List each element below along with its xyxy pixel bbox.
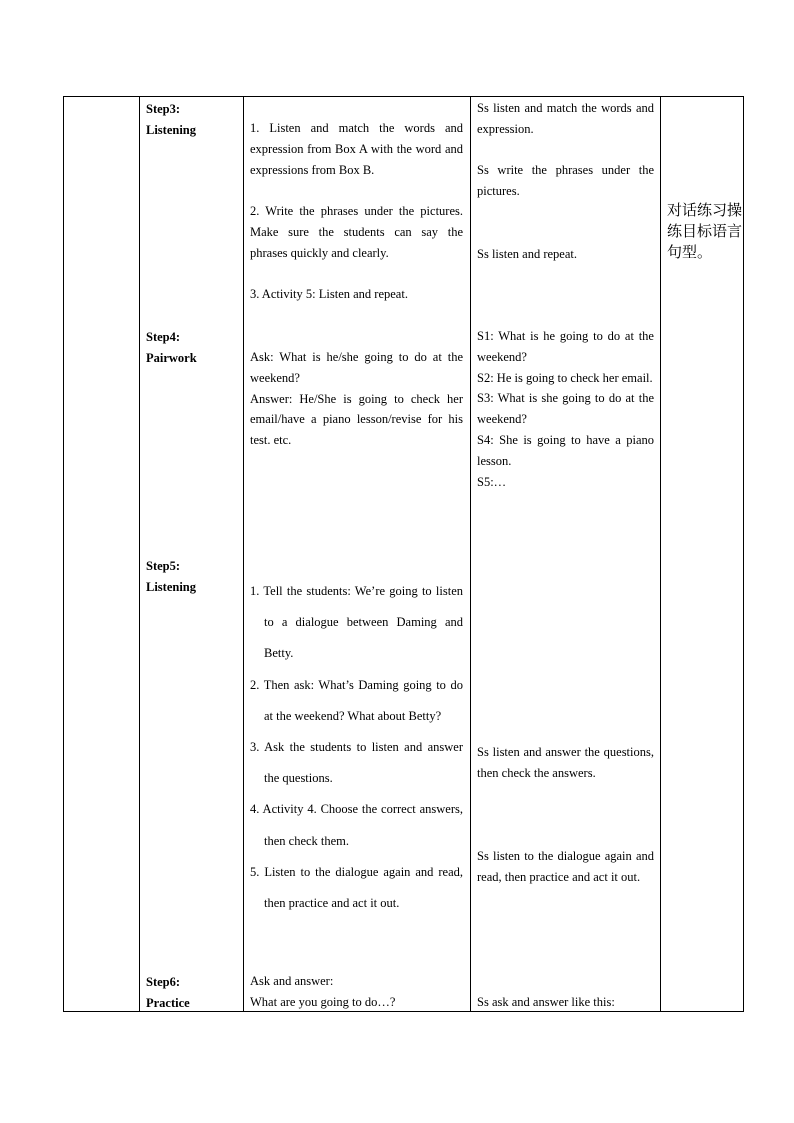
step3-label: Step3: Listening: [146, 102, 197, 137]
step4-label: Step4: Pairwork: [146, 330, 197, 365]
list-item: 2. Then ask: What’s Daming going to do at the weekend? What about Betty?: [250, 677, 463, 723]
step3-teacher-activities: 1. Listen and match the words and expression from Box A with the word and expressions from Box B. 2. Write the phrases under the pictures. Make sure the students can say the phrases quickly and clearly. 3. Activity 5: Listen and repeat.: [250, 121, 463, 302]
list-item: 5. Listen to the dialogue again and read, then practice and act it out.: [250, 864, 463, 911]
column-divider: [243, 96, 244, 1012]
step5-teacher-activities: [250, 576, 463, 919]
step6-student-activities: Ss ask and answer like this:: [477, 995, 615, 1009]
column-divider: [139, 96, 140, 1012]
column-divider: [470, 96, 471, 1012]
design-intent-note: 对话练习操练目标语言句型。: [667, 201, 743, 261]
list-item: 3. Ask the students to listen and answer the questions.: [250, 740, 463, 786]
list-item: 1. Tell the students: We’re going to listen to a dialogue between Daming and Betty.: [250, 584, 463, 661]
step4-teacher-activities: Ask: What is he/she going to do at the weekend? Answer: He/She is going to check her email/have a piano lesson/revise for his test. etc.: [250, 350, 463, 448]
step6-label: Step6: Practice: [146, 975, 190, 1010]
step6-teacher-activities: Ask and answer: What are you going to do…?: [250, 974, 396, 1009]
step3-student-activities: Ss listen and match the words and expression. Ss write the phrases under the pictures. Ss listen and repeat.: [477, 101, 654, 261]
column-divider: [660, 96, 661, 1012]
step5-label: Step5: Listening: [146, 559, 197, 594]
list-item: 4. Activity 4. Choose the correct answers, then check them.: [250, 802, 463, 848]
step5-student-activities: Ss listen and answer the questions, then check the answers. Ss listen to the dialogue again and read, then practice and act it out.: [477, 745, 654, 884]
step4-student-activities: S1: What is he going to do at the weekend? S2: He is going to check her email. S3: What is she going to do at the weekend? S4: She is going to have a piano lesson. S5:…: [477, 329, 654, 489]
